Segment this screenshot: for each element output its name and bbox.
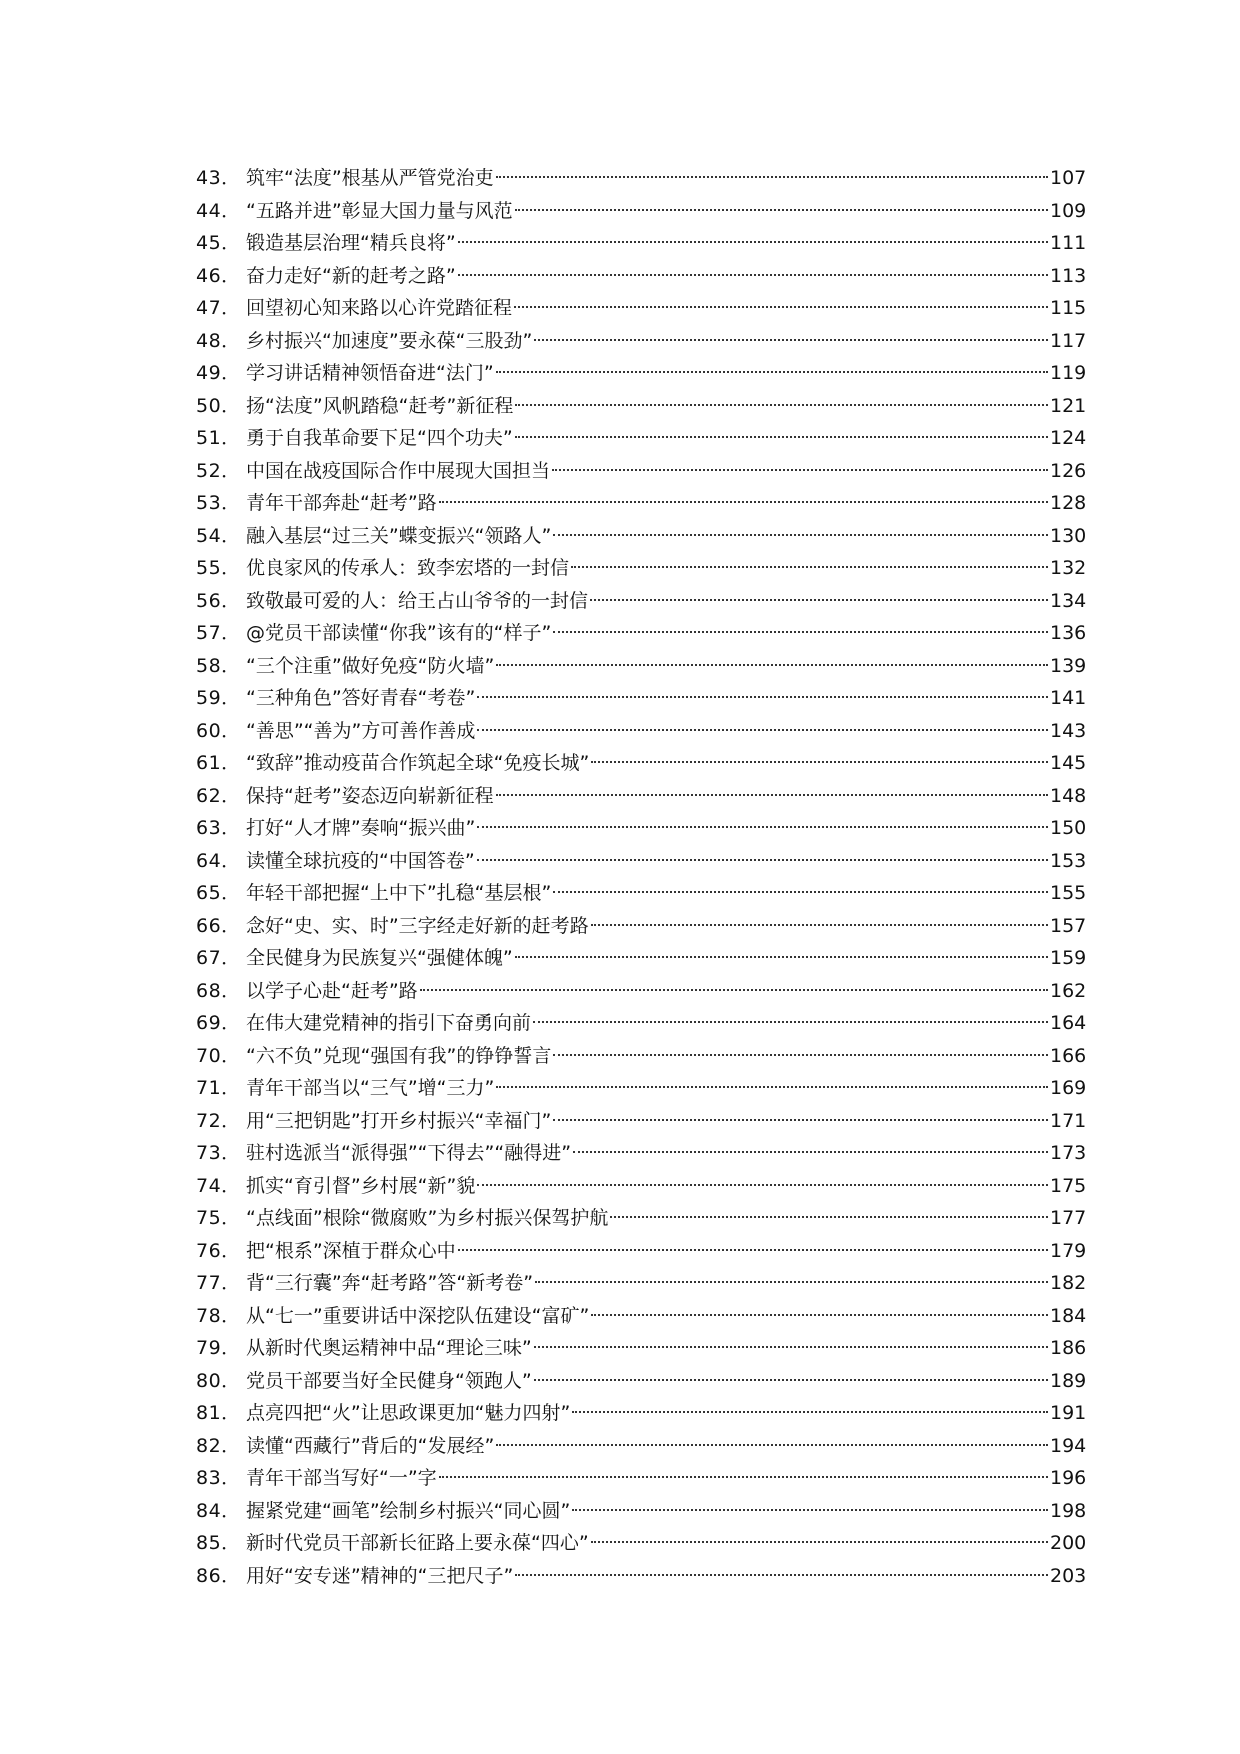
toc-dot-leader	[496, 1444, 1048, 1446]
toc-entry[interactable]	[196, 650, 1086, 683]
toc-dot-leader	[610, 1216, 1048, 1218]
toc-entry-title: 保持“赶考”姿态迈向崭新征程	[246, 784, 494, 807]
toc-entry[interactable]	[196, 780, 1086, 813]
toc-entry-page-number: 128	[1050, 492, 1087, 514]
toc-entry-number: 57．	[196, 622, 241, 644]
toc-entry-page-number: 198	[1050, 1499, 1087, 1522]
toc-entry-title: 青年干部当写好“一”字	[246, 1467, 437, 1489]
toc-entry[interactable]	[196, 357, 1086, 390]
toc-dot-leader	[496, 176, 1048, 178]
toc-entry-title: 回望初心知来路以心许党踏征程	[246, 297, 513, 319]
toc-entry[interactable]	[196, 1170, 1086, 1203]
toc-entry-title: 背“三行囊”奔“赶考路”答“新考卷”	[246, 1272, 534, 1294]
toc-entry-title: 锻造基层治理“精兵良将”	[246, 232, 456, 254]
toc-entry-number: 70．	[196, 1044, 241, 1067]
toc-entry-title: 点亮四把“火”让思政课更加“魅力四射”	[246, 1402, 571, 1424]
toc-entry[interactable]	[196, 715, 1086, 748]
toc-entry[interactable]	[196, 552, 1086, 585]
toc-entry[interactable]	[196, 162, 1086, 195]
toc-entry-number: 73．	[196, 1142, 241, 1164]
toc-entry-title: 念好“史、实、时”三字经走好新的赶考路	[246, 914, 589, 937]
toc-dot-leader	[553, 1054, 1048, 1056]
toc-entry[interactable]	[196, 1462, 1086, 1495]
toc-entry-page-number: 113	[1050, 264, 1087, 287]
toc-entry-number: 60．	[196, 719, 241, 742]
toc-dot-leader	[515, 1574, 1048, 1576]
toc-entry-number: 80．	[196, 1369, 241, 1392]
toc-entry-title: 以学子心赴“赶考”路	[246, 979, 418, 1002]
toc-entry[interactable]	[196, 1365, 1086, 1398]
toc-entry-number: 77．	[196, 1272, 241, 1294]
toc-dot-leader	[496, 794, 1048, 796]
toc-entry-page-number: 191	[1050, 1402, 1087, 1424]
toc-entry-page-number: 145	[1050, 752, 1087, 774]
toc-entry-number: 56．	[196, 589, 241, 612]
toc-dot-leader	[458, 1249, 1048, 1251]
toc-entry[interactable]	[196, 227, 1086, 260]
toc-entry[interactable]	[196, 292, 1086, 325]
toc-entry-page-number: 126	[1050, 459, 1087, 482]
toc-dot-leader	[514, 306, 1048, 308]
toc-dot-leader	[439, 501, 1048, 503]
toc-dot-leader	[496, 1086, 1048, 1088]
toc-entry-title: 优良家风的传承人：致李宏塔的一封信	[246, 557, 570, 579]
toc-entry[interactable]	[196, 617, 1086, 650]
toc-entry-title: 筑牢“法度”根基从严管党治吏	[246, 167, 494, 189]
toc-dot-leader	[553, 1119, 1048, 1121]
toc-entry[interactable]	[196, 325, 1086, 358]
toc-entry[interactable]	[196, 455, 1086, 488]
toc-entry-number: 81．	[196, 1402, 241, 1424]
toc-entry[interactable]	[196, 1560, 1086, 1593]
toc-entry[interactable]	[196, 845, 1086, 878]
toc-entry-page-number: 169	[1050, 1077, 1087, 1099]
toc-entry[interactable]	[196, 260, 1086, 293]
toc-entry-page-number: 173	[1050, 1142, 1087, 1164]
toc-dot-leader	[534, 1346, 1048, 1348]
toc-entry-number: 69．	[196, 1012, 241, 1034]
toc-entry-page-number: 143	[1050, 719, 1087, 742]
toc-entry-number: 55．	[196, 557, 241, 579]
toc-entry-title: 年轻干部把握“上中下”扎稳“基层根”	[246, 882, 552, 904]
toc-entry-number: 75．	[196, 1207, 241, 1229]
toc-dot-leader	[591, 1541, 1048, 1543]
toc-entry-page-number: 164	[1050, 1012, 1087, 1034]
toc-entry[interactable]	[196, 422, 1086, 455]
toc-entry-title: 用好“安专迷”精神的“三把尺子”	[246, 1564, 514, 1587]
toc-entry-number: 54．	[196, 524, 241, 547]
toc-entry[interactable]	[196, 390, 1086, 423]
toc-dot-leader	[477, 1184, 1048, 1186]
toc-entry[interactable]	[196, 747, 1086, 780]
toc-entry-page-number: 150	[1050, 817, 1087, 839]
toc-entry-page-number: 107	[1050, 167, 1087, 189]
toc-entry-page-number: 196	[1050, 1467, 1087, 1489]
toc-entry-page-number: 115	[1050, 297, 1087, 319]
toc-entry-number: 72．	[196, 1109, 241, 1132]
toc-entry[interactable]	[196, 1300, 1086, 1333]
toc-entry-page-number: 166	[1050, 1044, 1087, 1067]
toc-entry[interactable]	[196, 1332, 1086, 1365]
toc-entry-number: 76．	[196, 1239, 241, 1262]
toc-entry-number: 59．	[196, 687, 241, 709]
toc-entry-title: “致辞”推动疫苗合作筑起全球“免疫长城”	[246, 752, 590, 774]
toc-entry-page-number: 117	[1050, 329, 1087, 352]
toc-dot-leader	[591, 924, 1048, 926]
toc-entry-title: @党员干部读懂“你我”该有的“样子”	[246, 622, 552, 644]
toc-entry-page-number: 171	[1050, 1109, 1087, 1132]
toc-dot-leader	[515, 436, 1048, 438]
toc-entry-page-number: 148	[1050, 784, 1087, 807]
toc-entry-title: 融入基层“过三关”蝶变振兴“领路人”	[246, 524, 552, 547]
toc-entry-page-number: 186	[1050, 1337, 1087, 1359]
toc-entry-title: “五路并进”彰显大国力量与风范	[246, 199, 513, 222]
toc-entry-number: 71．	[196, 1077, 241, 1099]
toc-entry-number: 79．	[196, 1337, 241, 1359]
toc-entry-title: “三个注重”做好免疫“防火墙”	[246, 654, 495, 677]
toc-entry[interactable]	[196, 1007, 1086, 1040]
toc-entry-title: 打好“人才牌”奏响“振兴曲”	[246, 817, 476, 839]
toc-entry-page-number: 189	[1050, 1369, 1087, 1392]
toc-entry-title: 扬“法度”风帆踏稳“赶考”新征程	[246, 394, 514, 417]
toc-dot-leader	[572, 1509, 1048, 1511]
toc-dot-leader	[439, 1476, 1048, 1478]
toc-entry-title: 全民健身为民族复兴“强健体魄”	[246, 947, 513, 969]
toc-dot-leader	[591, 1314, 1048, 1316]
toc-entry-page-number: 134	[1050, 589, 1087, 612]
toc-entry[interactable]	[196, 1072, 1086, 1105]
toc-entry-title: 学习讲话精神领悟奋进“法门”	[246, 362, 494, 384]
toc-dot-leader	[477, 826, 1048, 828]
toc-entry-page-number: 141	[1050, 687, 1087, 709]
toc-entry[interactable]	[196, 1397, 1086, 1430]
toc-entry-number: 62．	[196, 784, 241, 807]
toc-entry-title: 勇于自我革命要下足“四个功夫”	[246, 427, 513, 449]
toc-dot-leader	[572, 1411, 1048, 1413]
toc-entry[interactable]	[196, 585, 1086, 618]
toc-entry[interactable]	[196, 1235, 1086, 1268]
toc-entry-number: 52．	[196, 459, 241, 482]
toc-entry[interactable]	[196, 812, 1086, 845]
toc-entry-page-number: 200	[1050, 1532, 1087, 1554]
toc-dot-leader	[553, 631, 1048, 633]
toc-entry[interactable]	[196, 975, 1086, 1008]
toc-entry-number: 58．	[196, 654, 241, 677]
toc-entry-title: 党员干部要当好全民健身“领跑人”	[246, 1369, 532, 1392]
toc-entry-number: 65．	[196, 882, 241, 904]
toc-entry-page-number: 132	[1050, 557, 1087, 579]
toc-entry-title: 从新时代奥运精神中品“理论三味”	[246, 1337, 532, 1359]
toc-entry-title: “三种角色”答好青春“考卷”	[246, 687, 476, 709]
toc-entry-page-number: 109	[1050, 199, 1087, 222]
toc-dot-leader	[553, 891, 1048, 893]
toc-entry-title: “六不负”兑现“强国有我”的铮铮誓言	[246, 1044, 552, 1067]
toc-entry-page-number: 130	[1050, 524, 1087, 547]
toc-entry-page-number: 111	[1050, 232, 1087, 254]
toc-entry-title: 从“七一”重要讲话中深挖队伍建设“富矿”	[246, 1304, 590, 1327]
toc-dot-leader	[458, 274, 1048, 276]
toc-entry-page-number: 162	[1050, 979, 1087, 1002]
toc-entry-page-number: 182	[1050, 1272, 1087, 1294]
table-of-contents	[196, 162, 1086, 1592]
toc-entry-number: 43．	[196, 167, 241, 189]
toc-entry-title: “点线面”根除“微腐败”为乡村振兴保驾护航	[246, 1207, 609, 1229]
toc-dot-leader	[477, 859, 1048, 861]
toc-entry-page-number: 153	[1050, 849, 1087, 872]
toc-entry-page-number: 157	[1050, 914, 1087, 937]
toc-entry[interactable]	[196, 195, 1086, 228]
toc-entry[interactable]	[196, 877, 1086, 910]
toc-entry-page-number: 203	[1050, 1564, 1087, 1587]
toc-entry-title: 用“三把钥匙”打开乡村振兴“幸福门”	[246, 1109, 552, 1132]
toc-entry-number: 67．	[196, 947, 241, 969]
toc-entry-page-number: 155	[1050, 882, 1087, 904]
toc-dot-leader	[590, 599, 1048, 601]
toc-dot-leader	[553, 534, 1048, 536]
toc-entry[interactable]	[196, 1527, 1086, 1560]
toc-dot-leader	[496, 664, 1048, 666]
toc-dot-leader	[515, 956, 1048, 958]
toc-entry[interactable]	[196, 682, 1086, 715]
toc-entry-title: 读懂全球抗疫的“中国答卷”	[246, 849, 475, 872]
toc-entry-number: 78．	[196, 1304, 241, 1327]
toc-entry-number: 63．	[196, 817, 241, 839]
toc-dot-leader	[534, 339, 1048, 341]
toc-dot-leader	[534, 1379, 1048, 1381]
toc-entry-title: 青年干部当以“三气”增“三力”	[246, 1077, 495, 1099]
toc-entry-number: 46．	[196, 264, 241, 287]
toc-entry-page-number: 159	[1050, 947, 1087, 969]
toc-entry-page-number: 177	[1050, 1207, 1087, 1229]
toc-entry-title: 抓实“育引督”乡村展“新”貌	[246, 1174, 476, 1197]
toc-entry-number: 66．	[196, 914, 241, 937]
toc-entry-title: 新时代党员干部新长征路上要永葆“四心”	[246, 1532, 589, 1554]
toc-dot-leader	[573, 1151, 1048, 1153]
toc-entry[interactable]	[196, 520, 1086, 553]
toc-entry[interactable]	[196, 1430, 1086, 1463]
toc-entry-page-number: 119	[1050, 362, 1087, 384]
toc-entry-title: 驻村选派当“派得强”“下得去”“融得进”	[246, 1142, 572, 1164]
toc-entry-title: “善思”“善为”方可善作善成	[246, 719, 476, 742]
toc-entry-number: 44．	[196, 199, 241, 222]
toc-dot-leader	[496, 371, 1048, 373]
toc-entry-title: 青年干部奔赴“赶考”路	[246, 492, 437, 514]
toc-entry-number: 45．	[196, 232, 241, 254]
toc-entry-number: 83．	[196, 1467, 241, 1489]
toc-dot-leader	[458, 241, 1048, 243]
toc-entry-number: 74．	[196, 1174, 241, 1197]
toc-dot-leader	[591, 761, 1048, 763]
toc-dot-leader	[515, 209, 1048, 211]
toc-entry-title: 中国在战疫国际合作中展现大国担当	[246, 459, 551, 482]
toc-entry-page-number: 121	[1050, 394, 1087, 417]
toc-entry-page-number: 175	[1050, 1174, 1087, 1197]
toc-dot-leader	[552, 469, 1048, 471]
toc-entry-page-number: 124	[1050, 427, 1087, 449]
toc-entry-title: 在伟大建党精神的指引下奋勇向前	[246, 1012, 532, 1034]
toc-dot-leader	[515, 404, 1048, 406]
toc-entry-page-number: 136	[1050, 622, 1087, 644]
toc-dot-leader	[533, 1021, 1048, 1023]
toc-entry[interactable]	[196, 1105, 1086, 1138]
toc-entry[interactable]	[196, 1202, 1086, 1235]
toc-entry-title: 奋力走好“新的赶考之路”	[246, 264, 456, 287]
toc-entry-title: 乡村振兴“加速度”要永葆“三股劲”	[246, 329, 533, 352]
toc-entry-title: 把“根系”深植于群众心中	[246, 1239, 456, 1262]
toc-entry-number: 48．	[196, 329, 241, 352]
toc-entry-number: 82．	[196, 1434, 241, 1457]
toc-entry-number: 51．	[196, 427, 241, 449]
toc-entry-page-number: 184	[1050, 1304, 1087, 1327]
toc-entry-number: 86．	[196, 1564, 241, 1587]
toc-entry-number: 50．	[196, 394, 241, 417]
toc-entry[interactable]	[196, 1267, 1086, 1300]
toc-entry-number: 84．	[196, 1499, 241, 1522]
toc-entry-number: 53．	[196, 492, 241, 514]
toc-entry-title: 读懂“西藏行”背后的“发展经”	[246, 1434, 495, 1457]
toc-entry[interactable]	[196, 487, 1086, 520]
toc-entry[interactable]	[196, 942, 1086, 975]
toc-entry-number: 85．	[196, 1532, 241, 1554]
toc-entry[interactable]	[196, 1495, 1086, 1528]
toc-entry-title: 致敬最可爱的人：给王占山爷爷的一封信	[246, 589, 589, 612]
toc-entry-title: 握紧党建“画笔”绘制乡村振兴“同心圆”	[246, 1499, 571, 1522]
toc-entry-page-number: 139	[1050, 654, 1087, 677]
toc-entry-number: 64．	[196, 849, 241, 872]
toc-dot-leader	[571, 566, 1048, 568]
toc-entry[interactable]	[196, 1137, 1086, 1170]
toc-dot-leader	[477, 696, 1048, 698]
toc-dot-leader	[477, 729, 1048, 731]
toc-dot-leader	[420, 989, 1048, 991]
toc-entry[interactable]	[196, 1040, 1086, 1073]
toc-entry[interactable]	[196, 910, 1086, 943]
toc-entry-number: 47．	[196, 297, 241, 319]
toc-entry-number: 68．	[196, 979, 241, 1002]
toc-entry-number: 61．	[196, 752, 241, 774]
toc-dot-leader	[535, 1281, 1048, 1283]
toc-entry-page-number: 194	[1050, 1434, 1087, 1457]
toc-entry-page-number: 179	[1050, 1239, 1087, 1262]
toc-entry-number: 49．	[196, 362, 241, 384]
